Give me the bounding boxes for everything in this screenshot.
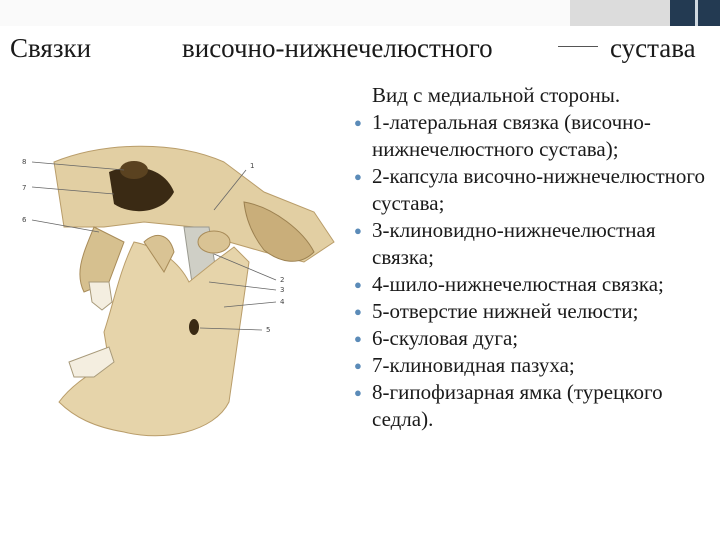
bullet-icon: ●: [354, 223, 362, 238]
legend-item: [345, 325, 715, 352]
top-stripe-gray: [570, 0, 670, 26]
figure-label-1: 1: [250, 162, 255, 170]
title-part-3: сустава: [610, 33, 696, 63]
figure-label-8: 8: [22, 158, 27, 166]
title-dash: [558, 46, 598, 47]
upper-teeth: [89, 282, 112, 310]
legend-item-text: 6-скуловая дуга;: [372, 326, 519, 350]
figure-label-5: 5: [266, 326, 271, 334]
bullet-icon: ●: [354, 277, 362, 292]
legend-item-text: 2-капсула височно-нижнечелюстного сустава;: [372, 164, 705, 215]
title-part-2: височно-нижнечелюстного: [182, 33, 493, 63]
hypophyseal-fossa: [120, 161, 148, 179]
figure-label-7: 7: [22, 184, 27, 192]
legend-item-text: 7-клиновидная пазуха;: [372, 353, 575, 377]
figure-label-6: 6: [22, 216, 27, 224]
legend-list: [345, 109, 715, 433]
bullet-icon: ●: [354, 385, 362, 400]
legend-item: [345, 352, 715, 379]
figure-label-3: 3: [280, 286, 285, 294]
bullet-icon: ●: [354, 304, 362, 319]
tmj-anatomy-figure: [14, 132, 344, 452]
legend-item-text: 8-гипофизарная ямка (турецкого седла).: [372, 380, 663, 431]
legend-item: [345, 163, 715, 217]
top-accent-bar: [0, 0, 720, 26]
figure-label-4: 4: [280, 298, 285, 306]
bullet-icon: ●: [354, 115, 362, 130]
top-stripe-line: [695, 0, 698, 26]
mandibular-foramen: [189, 319, 199, 335]
legend-item-text: 5-отверстие нижней челюсти;: [372, 299, 639, 323]
top-stripe-dark: [0, 0, 570, 26]
legend-item: [345, 217, 715, 271]
bullet-icon: ●: [354, 358, 362, 373]
mandibular-condyle: [198, 231, 230, 253]
legend-item: [345, 379, 715, 433]
legend-item: [345, 109, 715, 163]
legend-item: [345, 298, 715, 325]
slide-title: [10, 28, 714, 68]
view-subtitle: Вид с медиальной стороны.: [372, 83, 621, 107]
bullet-icon: ●: [354, 169, 362, 184]
legend-item-text: 4-шило-нижнечелюстная связка;: [372, 272, 664, 296]
description-text: [345, 82, 715, 433]
bullet-icon: ●: [354, 331, 362, 346]
legend-item: [345, 271, 715, 298]
figure-label-2: 2: [280, 276, 285, 284]
title-part-1: Связки: [10, 33, 92, 63]
legend-item-text: 3-клиновидно-нижнечелюстная связка;: [372, 218, 656, 269]
legend-item-text: 1-латеральная связка (височно-нижнечелюстного сустава);: [372, 110, 651, 161]
